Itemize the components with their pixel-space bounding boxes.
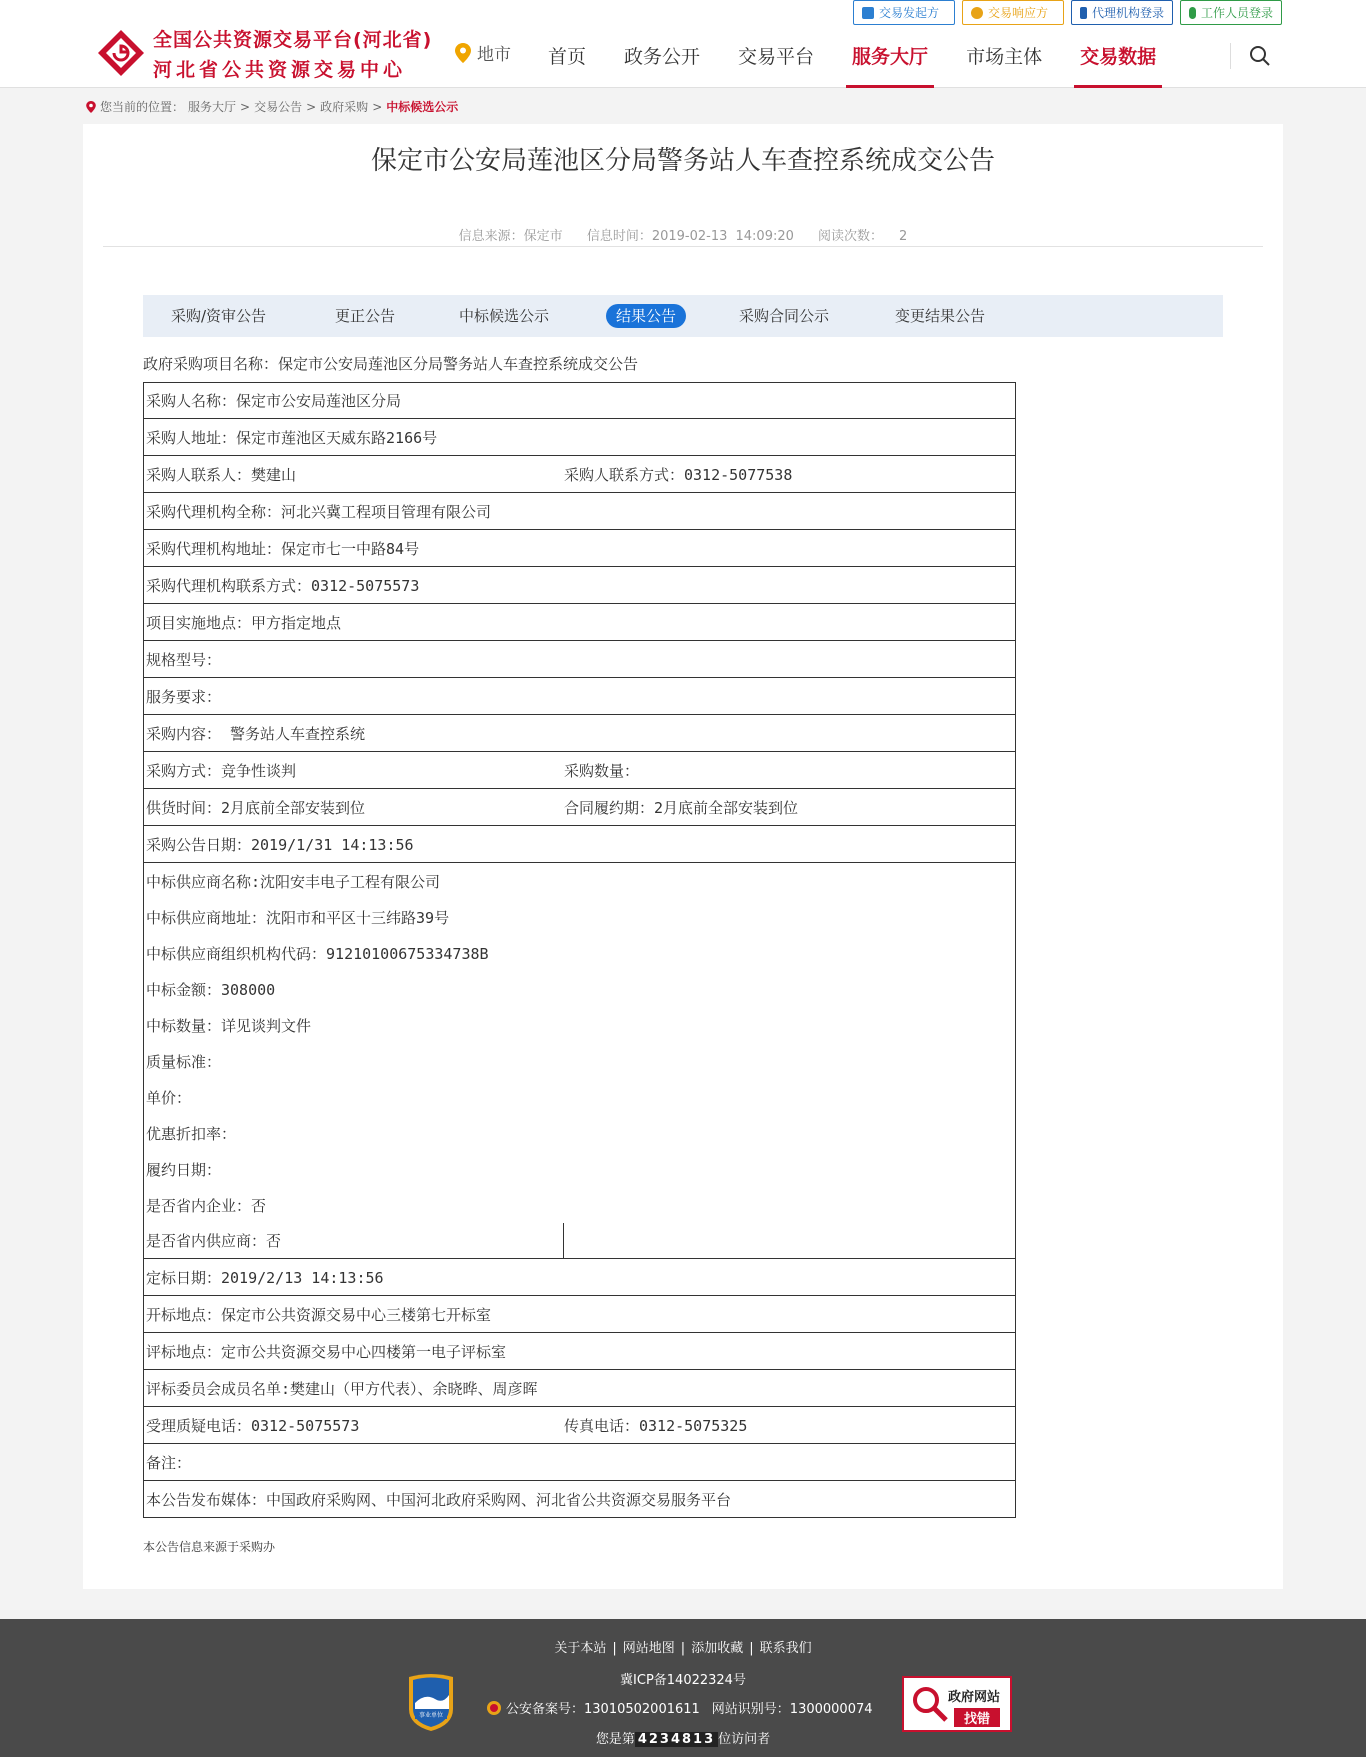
- staff-icon: [1189, 7, 1196, 19]
- table-row: [143, 1481, 1016, 1518]
- supplier-line: 是否省内企业：否: [146, 1196, 267, 1215]
- footer-links: [0, 1637, 1366, 1656]
- responder-button[interactable]: [962, 0, 1064, 25]
- table-cell: 采购数量：: [564, 761, 640, 780]
- table-cell: 采购代理机构全称：河北兴冀工程项目管理有限公司: [146, 502, 492, 521]
- badge-right-line2: 找错: [954, 1708, 1000, 1727]
- search-icon[interactable]: [1248, 44, 1272, 68]
- table-row: [143, 456, 1016, 493]
- table-cell: 规格型号：: [146, 650, 222, 669]
- top-login-buttons: [853, 0, 1282, 25]
- table-row: [143, 1259, 1016, 1296]
- table-cell: 开标地点：保定市公共资源交易中心三楼第七开标室: [146, 1305, 492, 1324]
- table-row: [143, 1444, 1016, 1481]
- supplier-line: 中标供应商组织机构代码：91210100675334738B: [146, 944, 489, 963]
- title-divider: [103, 246, 1263, 247]
- visitor-count: 4234813: [635, 1732, 718, 1747]
- tab-procurement-notice[interactable]: 采购/资审公告: [171, 307, 267, 325]
- staff-login-label: 工作人员登录: [1200, 6, 1273, 20]
- building-icon: [1080, 7, 1087, 19]
- announcement-table: [143, 382, 1016, 1518]
- table-cell: 合同履约期：2月底前全部安装到位: [564, 798, 799, 817]
- nav-government-affairs[interactable]: 政务公开: [624, 46, 701, 68]
- site-logo[interactable]: [96, 24, 436, 80]
- table-row: [143, 1407, 1016, 1444]
- tab-bid-candidate[interactable]: 中标候选公示: [459, 307, 550, 325]
- table-row: [143, 826, 1016, 863]
- initiator-button[interactable]: [853, 0, 955, 25]
- project-name: 政府采购项目名称：保定市公安局莲池区分局警务站人车查控系统成交公告: [143, 355, 639, 373]
- tab-contract-notice[interactable]: 采购合同公示: [739, 307, 830, 325]
- footer-visitor: [0, 1728, 1366, 1747]
- supplier-line: 单价：: [146, 1088, 192, 1107]
- table-cell: 采购人地址：保定市莲池区天威东路2166号: [146, 428, 438, 447]
- table-row: [143, 493, 1016, 530]
- announcement-tabs: [143, 295, 1223, 337]
- site-header: [0, 0, 1366, 88]
- staff-login-button[interactable]: [1180, 0, 1282, 25]
- table-cell: 采购代理机构地址：保定市七一中路84号: [146, 539, 420, 558]
- breadcrumb-service-hall[interactable]: 服务大厅: [188, 100, 237, 114]
- article-source: 信息来源：保定市: [458, 229, 563, 244]
- public-institution-badge-icon[interactable]: [405, 1671, 457, 1733]
- footer-police-id[interactable]: 公安备案号：13010502001611: [506, 1702, 700, 1717]
- tab-result-change[interactable]: 变更结果公告: [895, 307, 986, 325]
- nav-divider: [1230, 43, 1231, 69]
- breadcrumb-current[interactable]: 中标候选公示: [386, 100, 459, 114]
- article-time: 信息时间：2019-02-13 14:09:20: [586, 229, 794, 244]
- nav-home[interactable]: 首页: [548, 46, 587, 68]
- city-selector[interactable]: [455, 40, 511, 65]
- breadcrumb: 您当前的位置： 服务大厅 > 交易公告 > 政府采购 > 中标候选公示: [86, 98, 458, 115]
- visitor-prefix: 您是第: [595, 1732, 635, 1747]
- footer-site-id: 网站识别号：1300000074: [711, 1702, 873, 1717]
- breadcrumb-prefix: 您当前的位置：: [100, 100, 185, 114]
- source-note: 本公告信息来源于采购办: [143, 1540, 276, 1554]
- table-cell: 评标委员会成员名单:樊建山（甲方代表）、余晓晔、周彦晖: [146, 1379, 538, 1398]
- table-cell: 采购人联系方式：0312-5077538: [564, 465, 793, 484]
- agency-login-button[interactable]: [1071, 0, 1173, 25]
- table-cell: 是否省内供应商：否: [144, 1223, 564, 1259]
- supplier-line: 履约日期：: [146, 1160, 222, 1179]
- table-row: [143, 752, 1016, 789]
- breadcrumb-announcements[interactable]: 交易公告: [254, 100, 303, 114]
- site-footer: [0, 1619, 1366, 1757]
- main-nav: [548, 30, 1194, 88]
- article-title: 保定市公安局莲池区分局警务站人车查控系统成交公告: [370, 146, 995, 176]
- footer-sep: |: [749, 1641, 754, 1656]
- supplier-block: [143, 863, 1016, 1259]
- table-row: [143, 678, 1016, 715]
- footer-police: [486, 1698, 873, 1717]
- table-row: [143, 789, 1016, 826]
- logo-emblem-icon: [96, 28, 146, 78]
- city-label: 地市: [477, 45, 511, 65]
- supplier-line: 中标供应商名称:沈阳安丰电子工程有限公司: [146, 872, 441, 891]
- table-row: [143, 1370, 1016, 1407]
- table-cell: 采购公告日期：2019/1/31 14:13:56: [146, 835, 414, 854]
- nav-market-entities[interactable]: 市场主体: [966, 46, 1043, 68]
- initiator-label: 交易发起方: [879, 6, 940, 20]
- police-badge-icon: [486, 1700, 502, 1716]
- table-cell: 备注：: [146, 1453, 192, 1472]
- supplier-line: 中标数量：详见谈判文件: [146, 1016, 312, 1035]
- table-cell: 供货时间：2月底前全部安装到位: [146, 798, 366, 817]
- supplier-line: 质量标准：: [146, 1052, 222, 1071]
- responder-label: 交易响应方: [988, 6, 1049, 20]
- location-pin-icon: [86, 101, 96, 113]
- nav-trading-platform[interactable]: 交易平台: [738, 46, 815, 68]
- logo-title-line2: 河北省公共资源交易中心: [153, 59, 407, 81]
- table-cell: 采购内容： 警务站人车查控系统: [146, 724, 366, 743]
- tab-result-notice[interactable]: 结果公告: [606, 304, 686, 328]
- table-cell: 采购人名称：保定市公安局莲池区分局: [146, 392, 402, 410]
- visitor-suffix: 位访问者: [718, 1732, 771, 1747]
- table-row: [143, 1296, 1016, 1333]
- nav-trading-data[interactable]: 交易数据: [1080, 30, 1156, 88]
- table-row: [143, 1333, 1016, 1370]
- tab-correction-notice[interactable]: 更正公告: [335, 307, 396, 325]
- footer-sep: |: [612, 1641, 617, 1656]
- supplier-line: 优惠折扣率：: [146, 1124, 237, 1143]
- supplier-line: 中标供应商地址：沈阳市和平区十三纬路39号: [146, 908, 450, 927]
- badge-right-line1: 政府网站: [948, 1690, 1001, 1705]
- article-reads-label: 阅读次数：: [818, 229, 884, 244]
- table-row: [143, 604, 1016, 641]
- user-icon: [971, 7, 983, 19]
- table-cell: 服务要求：: [146, 687, 222, 706]
- badge-left-text: 事业单位: [418, 1713, 444, 1719]
- table-cell: 本公告发布媒体：中国政府采购网、中国河北政府采购网、河北省公共资源交易服务平台: [146, 1490, 732, 1509]
- article-meta: [0, 225, 1366, 244]
- footer-sep: |: [680, 1641, 686, 1656]
- location-pin-icon: [455, 43, 471, 63]
- table-cell: 传真电话：0312-5075325: [564, 1416, 748, 1435]
- table-cell: 评标地点：定市公共资源交易中心四楼第一电子评标室: [146, 1342, 507, 1361]
- footer-icp[interactable]: 冀ICP备14022324号: [620, 1673, 746, 1688]
- table-cell: 受理质疑电话：0312-5075573: [146, 1416, 360, 1435]
- nav-service-hall[interactable]: 服务大厅: [852, 30, 928, 88]
- footer-link-bookmark[interactable]: 添加收藏: [691, 1641, 744, 1656]
- article-reads: 2: [899, 229, 908, 244]
- breadcrumb-gov-procurement[interactable]: 政府采购: [320, 100, 369, 114]
- table-cell: 项目实施地点：甲方指定地点: [146, 613, 342, 632]
- table-cell: 采购代理机构联系方式：0312-5075573: [146, 576, 420, 595]
- table-cell: 采购方式：竞争性谈判: [146, 761, 297, 780]
- agency-login-label: 代理机构登录: [1091, 6, 1164, 20]
- table-row: [143, 715, 1016, 752]
- supplier-line: 中标金额：308000: [146, 980, 276, 999]
- magnifier-icon: [910, 1684, 950, 1724]
- table-row: [143, 641, 1016, 678]
- table-row: [143, 567, 1016, 604]
- logo-title-line1: 全国公共资源交易平台(河北省): [153, 29, 433, 51]
- table-row: [143, 419, 1016, 456]
- footer-link-contact[interactable]: 联系我们: [759, 1641, 812, 1656]
- grid-icon: [862, 7, 874, 19]
- table-cell: 定标日期：2019/2/13 14:13:56: [146, 1268, 384, 1287]
- footer-link-sitemap[interactable]: 网站地图: [622, 1641, 675, 1656]
- footer-link-about[interactable]: 关于本站: [554, 1641, 607, 1656]
- table-row: [143, 382, 1016, 419]
- table-cell: 采购人联系人：樊建山: [146, 465, 297, 484]
- gov-site-error-report-badge[interactable]: [902, 1676, 1012, 1732]
- supplier-line-last: [144, 1223, 1015, 1259]
- table-row: [143, 530, 1016, 567]
